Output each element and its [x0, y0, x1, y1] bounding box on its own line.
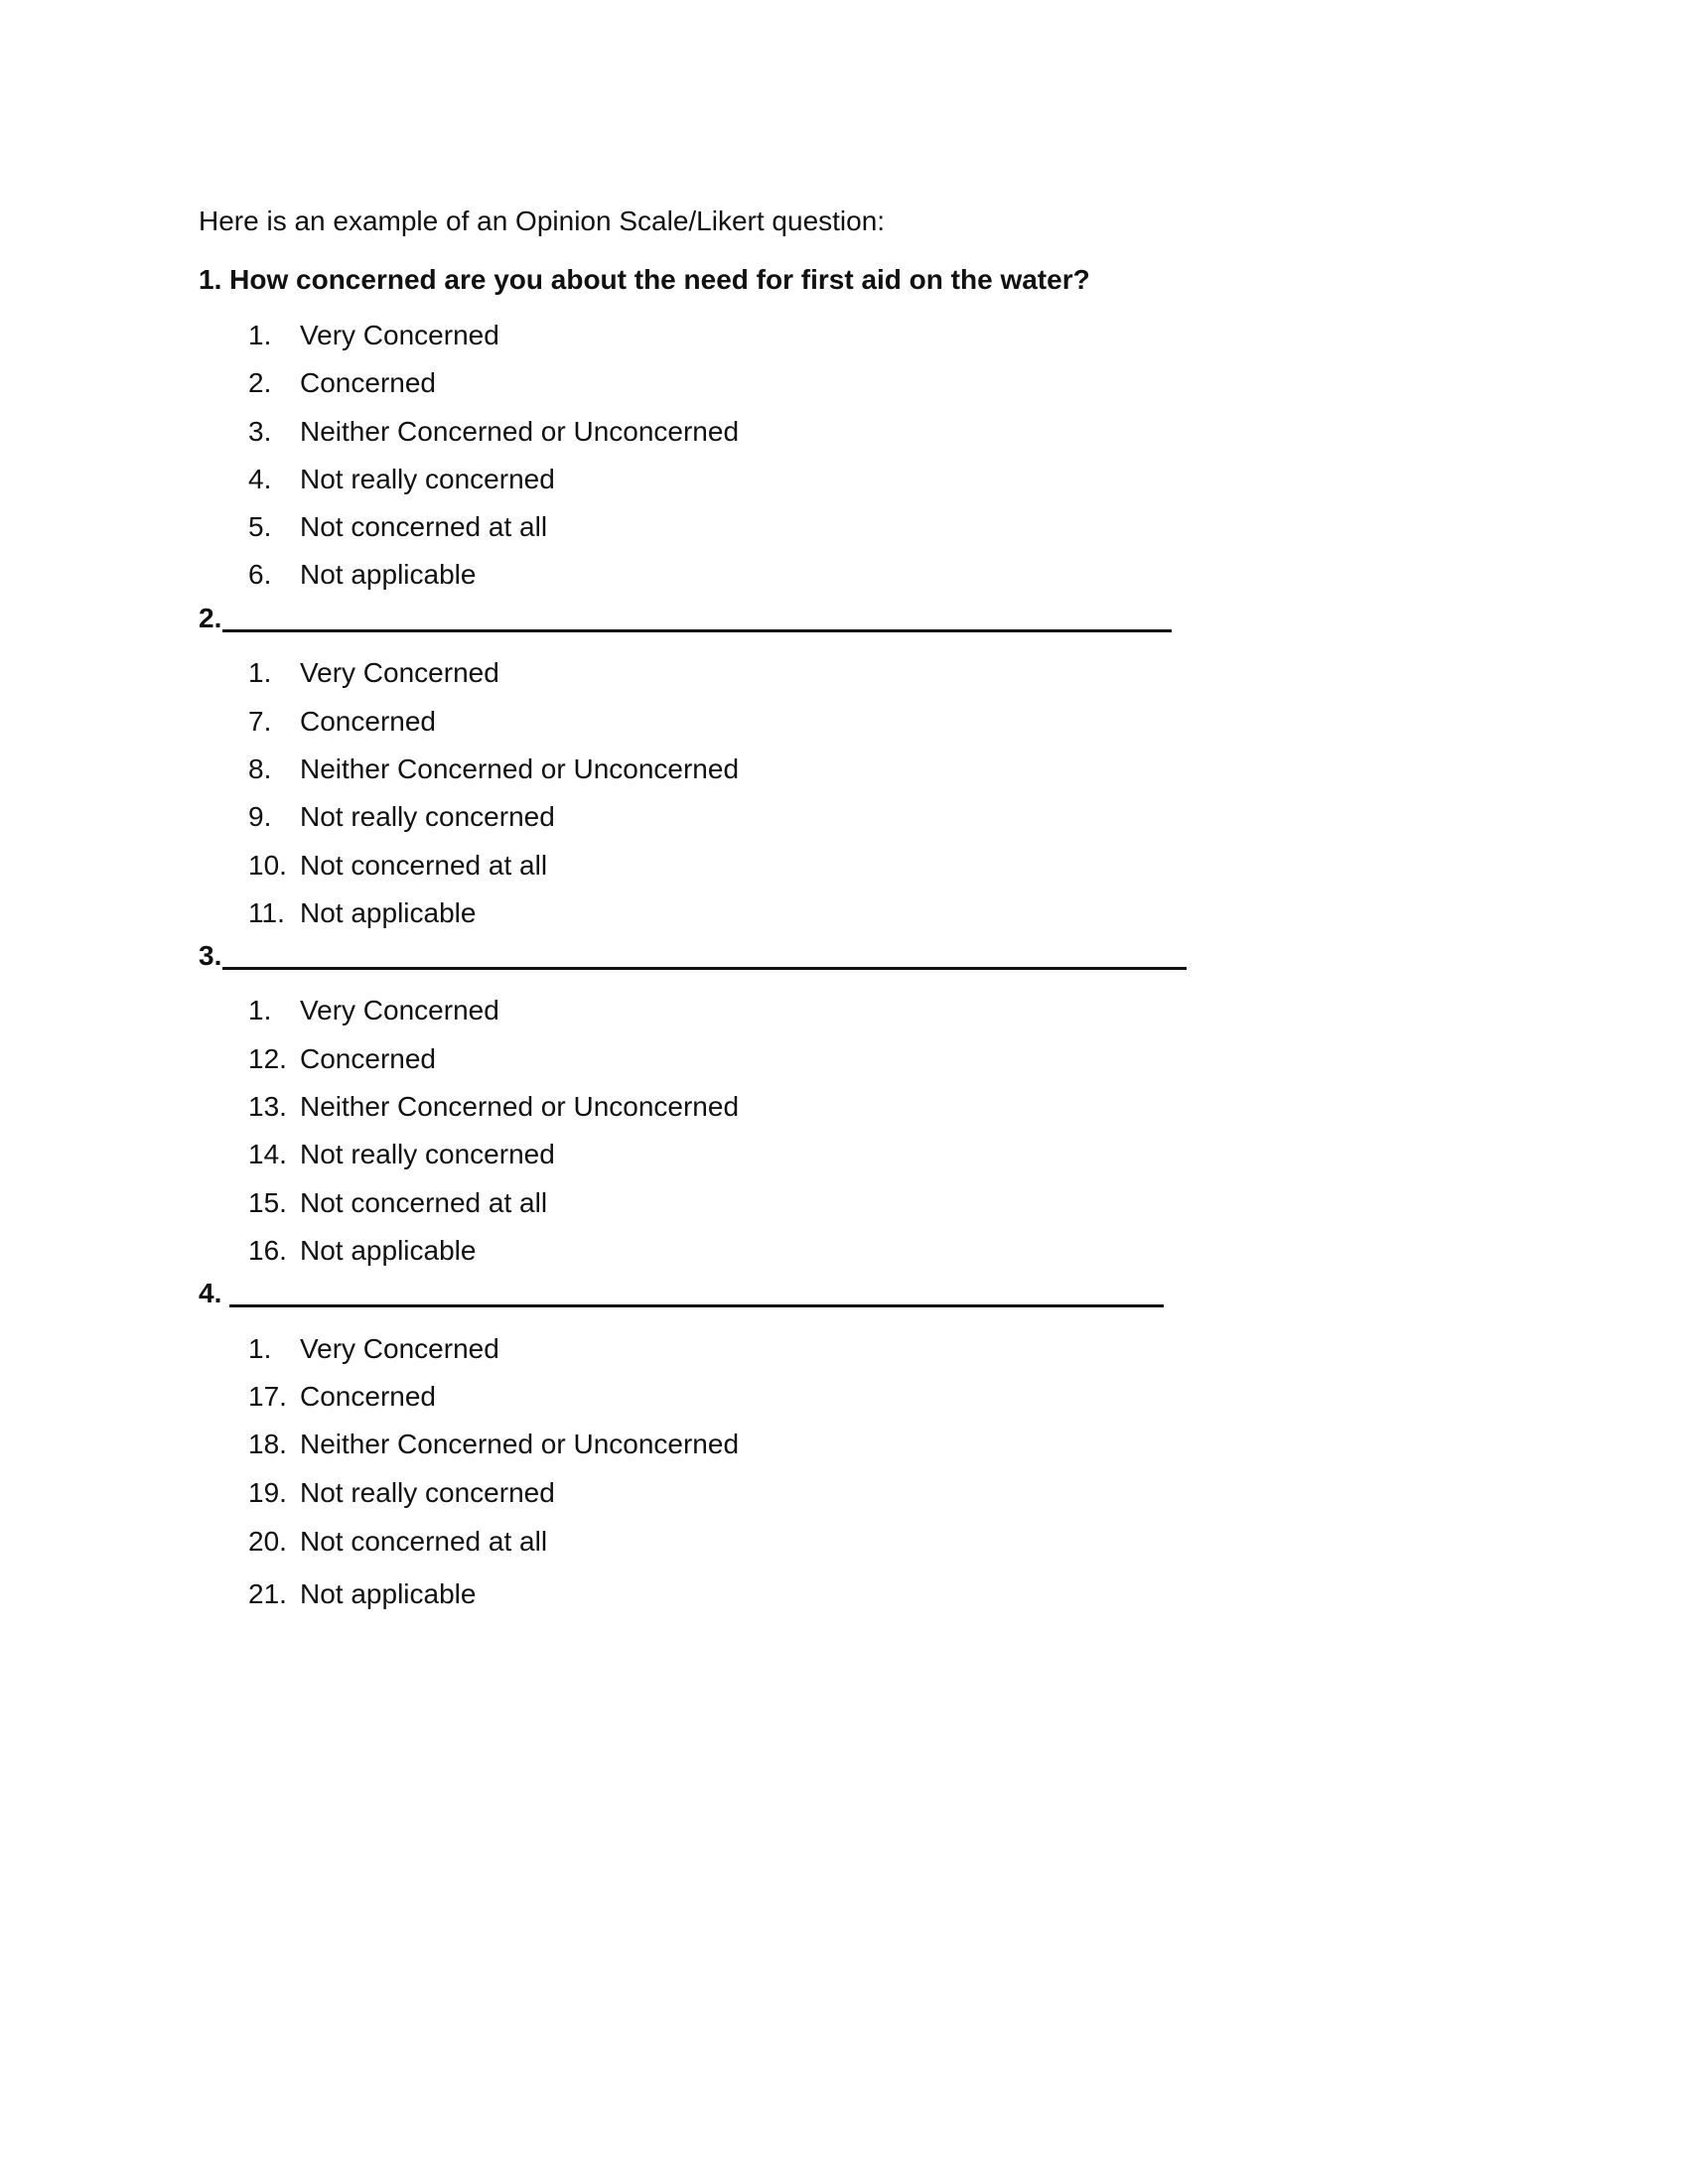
option-text: Concerned [300, 1381, 436, 1412]
option-text: Not applicable [300, 559, 477, 590]
option-number: 19. [248, 1477, 287, 1508]
intro-text: Here is an example of an Opinion Scale/Likert question: [199, 205, 886, 236]
option-text: Neither Concerned or Unconcerned [300, 753, 740, 784]
option-number: 4. [248, 464, 272, 494]
option-number: 21. [248, 1578, 287, 1609]
option-text: Neither Concerned or Unconcerned [300, 1429, 740, 1459]
option-number: 1. [248, 995, 272, 1025]
option-text: Concerned [300, 1043, 436, 1074]
option-number: 16. [248, 1235, 287, 1266]
q4-option-2 [248, 1380, 436, 1414]
q1-option-4 [248, 463, 555, 496]
option-number: 6. [248, 559, 272, 590]
option-text: Not applicable [300, 897, 477, 928]
question-2-label: 2. [199, 603, 222, 633]
option-text: Not concerned at all [300, 511, 548, 542]
option-number: 5. [248, 511, 272, 542]
option-number: 10. [248, 850, 287, 881]
q3-option-5 [248, 1186, 547, 1220]
q4-option-5 [248, 1525, 547, 1559]
q1-option-2 [248, 366, 436, 400]
option-text: Neither Concerned or Unconcerned [300, 416, 740, 447]
q3-option-4 [248, 1138, 555, 1171]
option-number: 2. [248, 367, 272, 398]
question-4-label: 4. [199, 1278, 222, 1308]
question-4-blank-line[interactable] [229, 1304, 1164, 1307]
q3-option-3 [248, 1090, 739, 1124]
q1-option-5 [248, 510, 547, 544]
option-number: 11. [248, 897, 285, 928]
option-number: 17. [248, 1381, 287, 1412]
option-text: Not concerned at all [300, 1526, 548, 1557]
q1-option-3 [248, 415, 739, 449]
option-text: Not really concerned [300, 1477, 555, 1508]
question-3-label: 3. [199, 940, 222, 971]
option-number: 9. [248, 801, 272, 832]
q3-option-2 [248, 1042, 436, 1076]
q1-option-6 [248, 558, 476, 592]
option-text: Not really concerned [300, 464, 555, 494]
q2-option-3 [248, 752, 739, 786]
option-text: Not applicable [300, 1578, 477, 1609]
q2-option-6 [248, 896, 476, 930]
option-text: Very Concerned [300, 995, 499, 1025]
q4-option-4 [248, 1476, 555, 1510]
option-text: Very Concerned [300, 320, 499, 350]
q2-option-2 [248, 705, 436, 739]
q3-option-6 [248, 1234, 476, 1268]
q2-option-1 [248, 656, 499, 690]
q3-option-1 [248, 994, 499, 1027]
option-text: Not really concerned [300, 801, 555, 832]
option-text: Not concerned at all [300, 1187, 548, 1218]
option-number: 1. [248, 657, 272, 688]
option-number: 1. [248, 320, 272, 350]
option-number: 18. [248, 1429, 287, 1459]
option-text: Not applicable [300, 1235, 477, 1266]
option-text: Concerned [300, 706, 436, 737]
option-number: 15. [248, 1187, 287, 1218]
question-2-blank-line[interactable] [222, 629, 1172, 632]
question-1-heading: 1. How concerned are you about the need for first aid on the water? [199, 264, 1090, 295]
option-text: Very Concerned [300, 1333, 499, 1364]
q2-option-4 [248, 800, 555, 834]
option-number: 1. [248, 1333, 272, 1364]
option-text: Neither Concerned or Unconcerned [300, 1091, 740, 1122]
q4-option-1 [248, 1332, 499, 1366]
q2-option-5 [248, 849, 547, 883]
q1-option-1 [248, 319, 499, 352]
option-number: 3. [248, 416, 272, 447]
option-number: 20. [248, 1526, 287, 1557]
option-number: 14. [248, 1139, 287, 1169]
option-number: 12. [248, 1043, 287, 1074]
option-text: Concerned [300, 367, 436, 398]
option-number: 7. [248, 706, 272, 737]
option-text: Not concerned at all [300, 850, 548, 881]
q4-option-3 [248, 1428, 739, 1461]
q4-option-6 [248, 1577, 476, 1611]
option-text: Not really concerned [300, 1139, 555, 1169]
option-number: 8. [248, 753, 272, 784]
option-text: Very Concerned [300, 657, 499, 688]
question-3-blank-line[interactable] [222, 967, 1187, 970]
option-number: 13. [248, 1091, 287, 1122]
